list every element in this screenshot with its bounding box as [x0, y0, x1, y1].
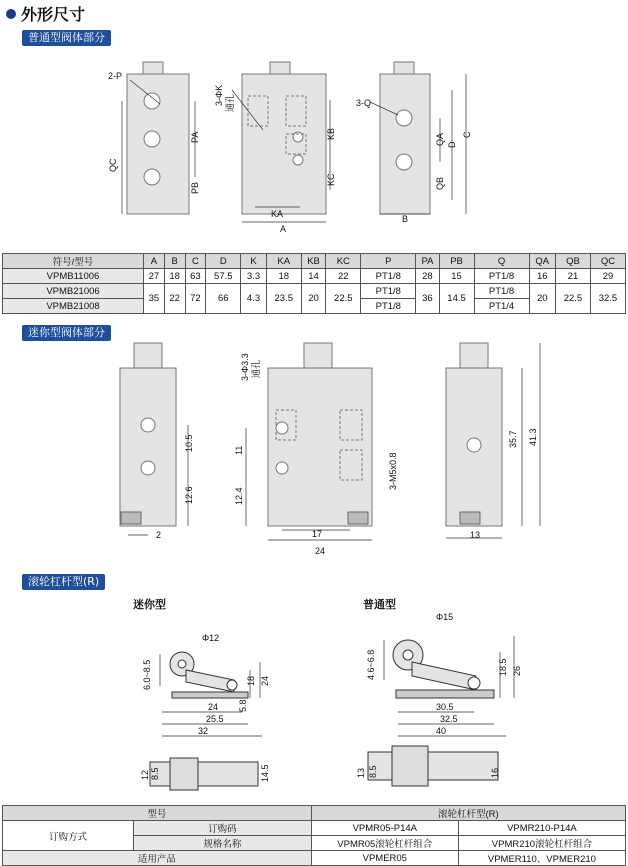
label-a: A: [280, 224, 287, 234]
label-qb: QB: [435, 176, 445, 190]
std-view2-body: [242, 74, 326, 214]
std-view2-cap: [270, 62, 290, 74]
label-32: 32: [198, 726, 209, 736]
label-325: 32.5: [440, 714, 458, 724]
label-58: 5.8: [238, 699, 248, 712]
table-row: VPMB11006 27 18 63 57.5 3.3 18 14 22 PT1/8 28 15 PT1/8 16 21 29: [3, 269, 626, 284]
table-header: 符号/型号 A B C D K KA KB KC P PA PB Q QA QB QC: [3, 254, 626, 269]
std-view3-body: [380, 74, 430, 214]
label-tongkong-mini: 通孔: [251, 359, 261, 378]
spec-table: [2, 253, 626, 314]
label-16: 16: [490, 767, 500, 778]
label-24h: 24: [208, 702, 219, 712]
label-b: B: [402, 214, 409, 224]
label-17: 17: [312, 529, 323, 539]
mini-view1-body: [120, 368, 176, 526]
table-header: 型号 滚轮杠杆型(R): [3, 806, 626, 821]
label-phi15: Φ15: [436, 612, 454, 622]
section-roller: 滚轮杠杆型(R): [22, 574, 105, 590]
label-kb: KB: [326, 127, 336, 140]
label-qc: QC: [108, 158, 118, 172]
label-3k: 3-ΦK: [214, 84, 224, 106]
std-view3-cap: [394, 62, 414, 74]
mini-view2-cap: [304, 343, 332, 368]
mini-view2-body: [268, 368, 372, 526]
mini-view3-port1: [467, 438, 481, 452]
mini-view1-port2: [141, 461, 155, 475]
label-413: 41.3: [528, 428, 538, 446]
mini-view1-port1: [141, 418, 155, 432]
table-row: 订购方式 订购码 VPMR05-P14A VPMR210-P14A: [3, 821, 626, 836]
label-24v: 24: [260, 675, 270, 686]
label-tongkong: 通孔: [225, 93, 235, 112]
std-view1-port3: [144, 169, 160, 185]
label-18: 18: [246, 675, 256, 686]
label-d: D: [447, 141, 457, 148]
label-24: 24: [315, 546, 326, 556]
label-11: 11: [234, 445, 244, 455]
table-row: VPMB21006 35 22 72 66 4.3 23.5 20 22.5 PT1/8 36 14.5 PT1/8 20 22.5 32.5: [3, 284, 626, 299]
mini-view2-port1: [276, 422, 288, 434]
label-40: 40: [436, 726, 447, 736]
label-26: 26: [512, 665, 522, 676]
label-mini-type: 迷你型: [133, 598, 166, 611]
label-phi12: Φ12: [202, 633, 220, 643]
label-12: 12: [140, 769, 150, 780]
label-124: 12.4: [234, 487, 244, 505]
label-85b: 8.5: [368, 765, 378, 778]
section-standard: 普通型阀体部分: [22, 30, 111, 46]
label-13: 13: [470, 530, 481, 540]
std-view1-port2: [144, 131, 160, 147]
label-145: 14.5: [260, 764, 270, 782]
label-kc: KC: [326, 173, 336, 186]
label-13r: 13: [356, 767, 366, 778]
label-standard-type: 普通型: [363, 598, 396, 611]
label-pa: PA: [190, 131, 200, 143]
label-qa: QA: [435, 132, 445, 146]
mini-view2-port2: [276, 462, 288, 474]
label-357: 35.7: [508, 430, 518, 448]
label-ka: KA: [271, 209, 284, 219]
table-row: VPMB21008 PT1/8 PT1/4: [3, 299, 626, 314]
mini-view3-cap: [460, 343, 488, 368]
std-view3-port1: [396, 110, 412, 126]
label-126: 12.6: [184, 486, 194, 504]
label-3q: 3-Q: [356, 98, 372, 108]
label-105: 10.5: [184, 434, 194, 452]
std-view1-cap: [143, 62, 163, 74]
label-2: 2: [156, 530, 162, 540]
std-view1-port1: [144, 93, 160, 109]
label-33: 3-Φ3.3: [240, 353, 250, 381]
page-title: 外形尺寸: [6, 2, 85, 25]
label-305: 30.5: [436, 702, 454, 712]
label-c: C: [462, 131, 472, 138]
order-table: [2, 805, 626, 866]
label-185: 18.5: [498, 658, 508, 676]
label-85: 8.5: [150, 767, 160, 780]
table-row: 规格名称 VPMR05滚轮杠杆组合 VPMR210滚轮杠杆组合: [3, 836, 626, 851]
label-2p: 2-P: [108, 71, 123, 81]
table-row: 适用产品 VPMER05 VPMER110、VPMER210: [3, 851, 626, 866]
label-255: 25.5: [206, 714, 224, 724]
label-pb: PB: [190, 181, 200, 194]
label-4668: 4.6~6.8: [366, 649, 376, 680]
mini-view1-cap: [134, 343, 162, 368]
label-6085: 6.0~8.5: [142, 659, 152, 690]
section-mini: 迷你型阀体部分: [22, 325, 111, 341]
std-view3-port2: [396, 154, 412, 170]
std-view2-port2: [293, 155, 303, 165]
label-m5: 3-M5x0.8: [388, 452, 398, 490]
